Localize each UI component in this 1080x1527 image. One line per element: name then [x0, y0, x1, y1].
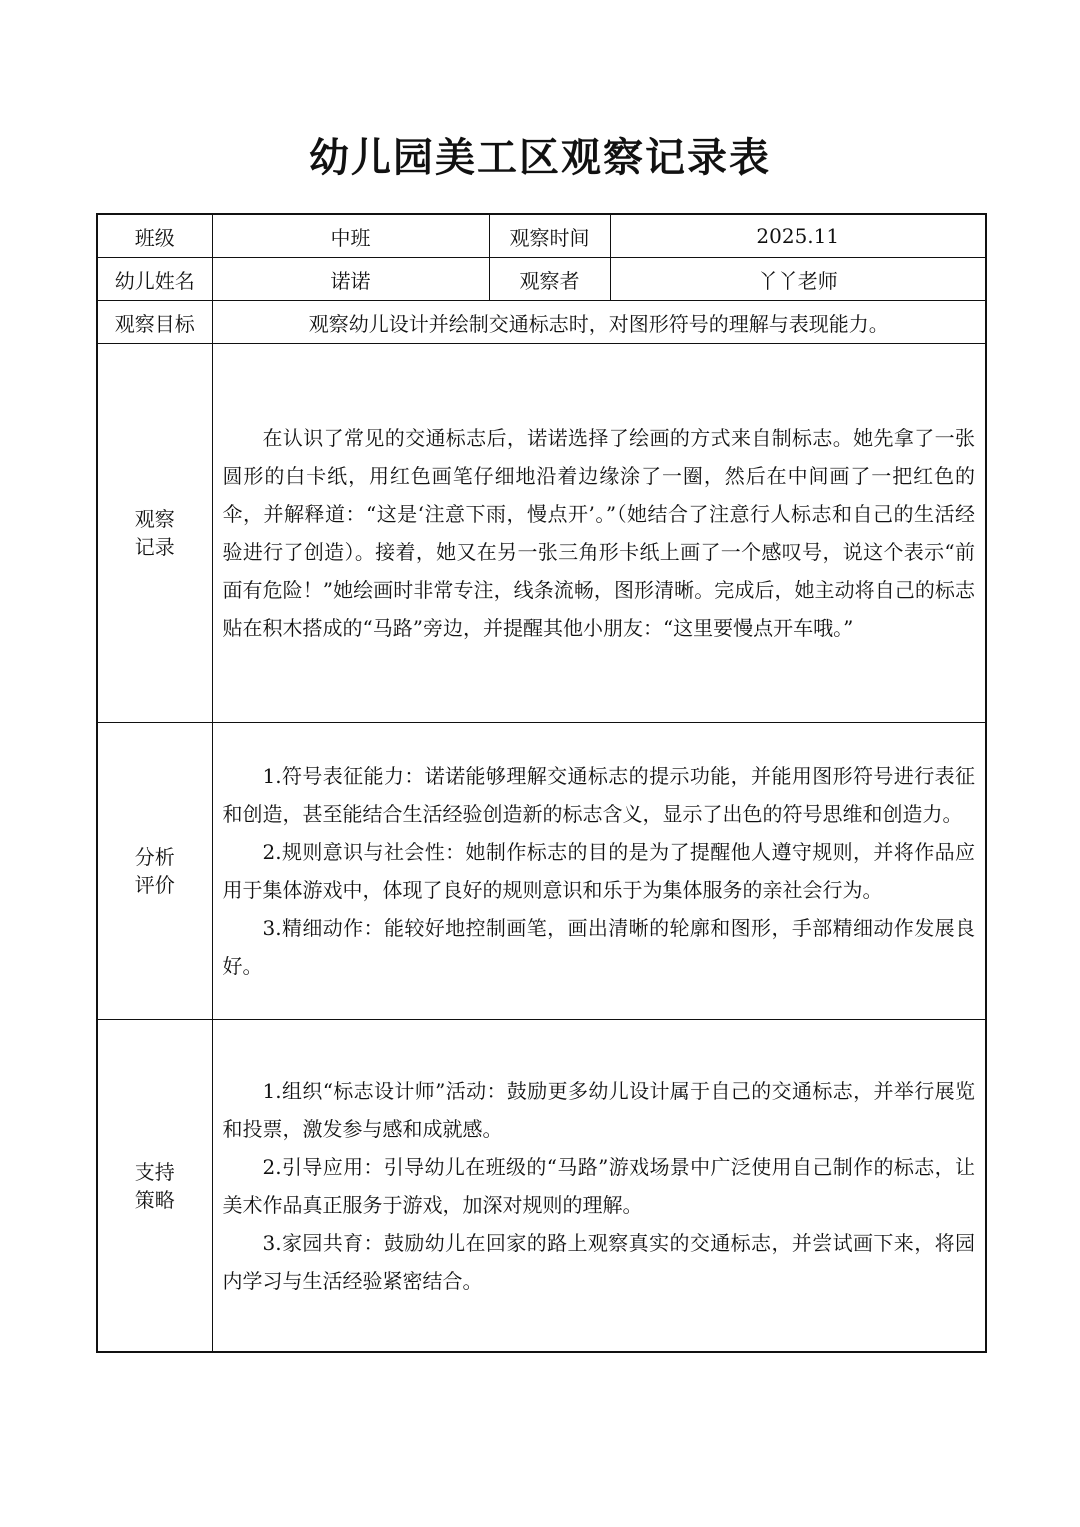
strategy-label — [97, 1020, 212, 1353]
class-value: 中班 — [212, 214, 489, 258]
class-label: 班级 — [97, 214, 212, 258]
goal-value: 观察幼儿设计并绘制交通标志时，对图形符号的理解与表现能力。 — [212, 301, 986, 344]
strategy-paragraph: 3.家园共育：鼓励幼儿在回家的路上观察真实的交通标志，并尝试画下来，将园内学习与生活经验紧密结合。 — [222, 1230, 975, 1293]
table-row — [97, 258, 986, 301]
table-row — [97, 1020, 986, 1353]
observer-label: 观察者 — [489, 258, 610, 301]
strategy-paragraph: 1.组织“标志设计师”活动：鼓励更多幼儿设计属于自己的交通标志，并举行展览和投票，激发参与感和成就感。 — [222, 1078, 975, 1141]
analysis-label-line1: 分析 — [134, 845, 175, 869]
strategy-label-line1: 支持 — [134, 1159, 175, 1184]
record-paragraph: 在认识了常见的交通标志后，诺诺选择了绘画的方式来自制标志。她先拿了一张圆形的白卡纸，用红色画笔仔细地沿着边缘涂了一圈，然后在中间画了一把红色的伞，并解释道：“这是‘注意下雨，慢点开’。”（她结合了注意行人标志和自己的生活经验进行了创造）。接着，她又在另一张三角形卡纸上画了一个感叹号，说这个表示“前面有危险！”她绘画时非常专注，线条流畅，图形清晰。完成后，她主动将自己的标志贴在积木搭成的“马路”旁边，并提醒其他小朋友：“这里要慢点开车哦。” — [222, 426, 975, 640]
record-content — [212, 344, 986, 723]
record-label-line2: 记录 — [134, 535, 175, 559]
strategy-content — [212, 1020, 986, 1353]
time-label: 观察时间 — [489, 214, 610, 258]
observation-table — [96, 213, 987, 1353]
table-row — [97, 723, 986, 1020]
table-row — [97, 214, 986, 258]
analysis-content — [212, 723, 986, 1020]
analysis-paragraph: 3.精细动作：能较好地控制画笔，画出清晰的轮廓和图形，手部精细动作发展良好。 — [222, 916, 975, 978]
goal-label: 观察目标 — [97, 301, 212, 344]
analysis-paragraph: 2.规则意识与社会性：她制作标志的目的是为了提醒他人遵守规则，并将作品应用于集体游戏中，体现了良好的规则意识和乐于为集体服务的亲社会行为。 — [222, 840, 975, 902]
table-row — [97, 344, 986, 723]
child-name-value: 诺诺 — [212, 258, 489, 301]
strategy-paragraph: 2.引导应用：引导幼儿在班级的“马路”游戏场景中广泛使用自己制作的标志，让美术作品真正服务于游戏，加深对规则的理解。 — [222, 1154, 975, 1217]
table-row — [97, 301, 986, 344]
analysis-label-line2: 评价 — [134, 873, 175, 897]
record-label — [97, 344, 212, 723]
record-label-line1: 观察 — [134, 507, 175, 531]
strategy-label-line2: 策略 — [134, 1187, 175, 1212]
time-value: 2025.11 — [610, 214, 986, 258]
analysis-label — [97, 723, 212, 1020]
page-title: 幼儿园美工区观察记录表 — [309, 134, 771, 181]
analysis-paragraph: 1.符号表征能力：诺诺能够理解交通标志的提示功能，并能用图形符号进行表征和创造，甚至能结合生活经验创造新的标志含义，显示了出色的符号思维和创造力。 — [222, 764, 975, 826]
observer-value: 丫丫老师 — [610, 258, 986, 301]
child-name-label: 幼儿姓名 — [97, 258, 212, 301]
